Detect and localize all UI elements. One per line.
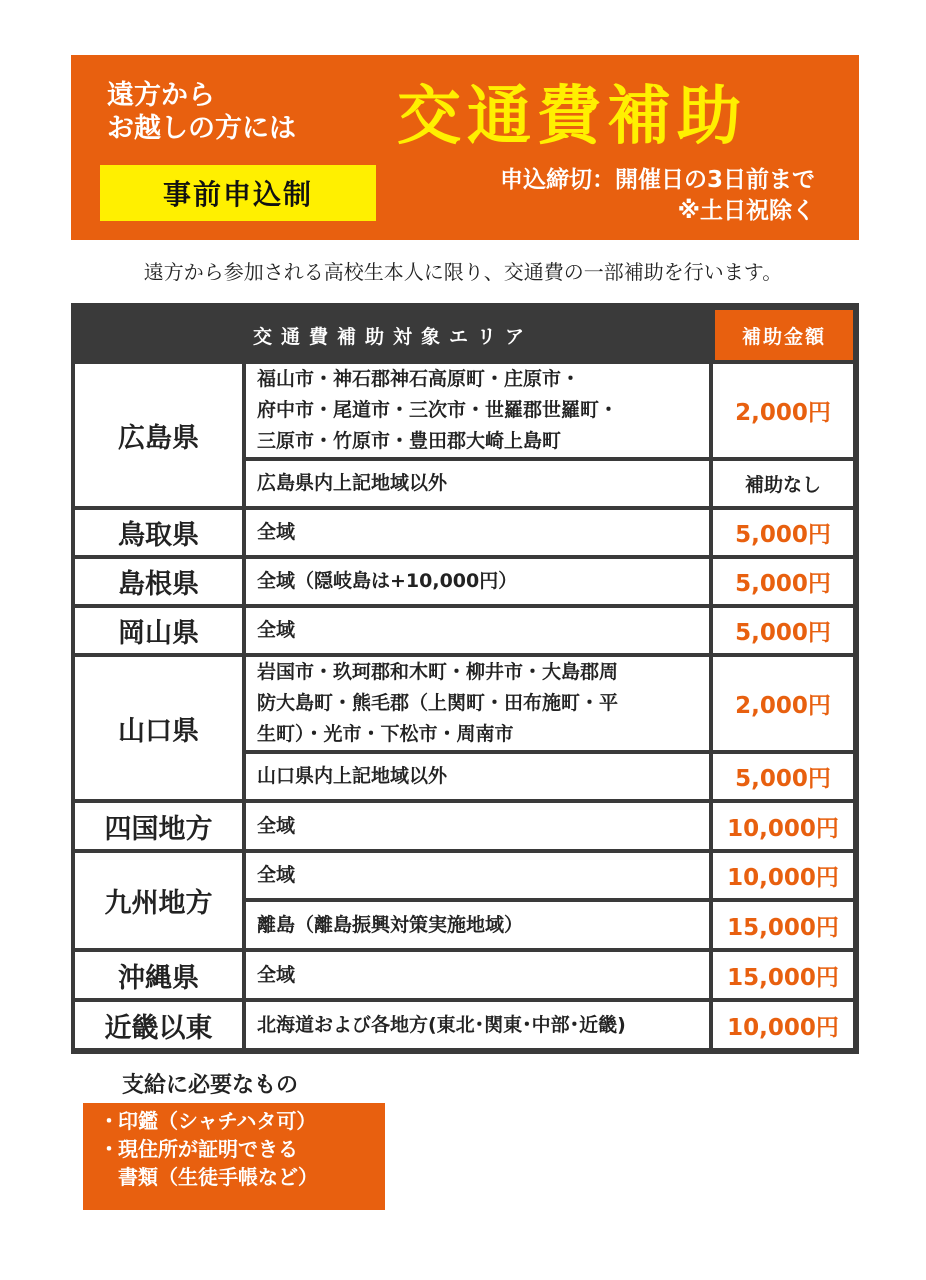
pref-kinki-east: 近畿以東 — [75, 1002, 242, 1048]
area-line: 全域 — [257, 864, 296, 886]
subsidy-table — [71, 303, 859, 1054]
area-cell — [246, 803, 709, 849]
amount-cell: 5,000円 — [713, 608, 853, 653]
area-cell — [246, 608, 709, 653]
pref-kyushu: 九州地方 — [75, 853, 242, 948]
pref-shimane: 島根県 — [75, 559, 242, 604]
header-banner — [71, 55, 859, 240]
area-line: 防大島町・熊毛郡（上関町・田布施町・平 — [257, 692, 619, 714]
requirement-text: 印鑑（シャチハタ可） — [118, 1109, 317, 1133]
reservation-badge: 事前申込制 — [100, 165, 376, 221]
amount-cell: 10,000円 — [713, 803, 853, 849]
pref-tottori: 鳥取県 — [75, 510, 242, 555]
area-line: 府中市・尾道市・三次市・世羅郡世羅町・ — [257, 399, 619, 421]
area-cell — [246, 853, 709, 898]
area-line: 北海道および各地方(東北･関東･中部･近畿) — [257, 1013, 626, 1036]
area-line: 岩国市・玖珂郡和木町・柳井市・大島郡周 — [257, 661, 619, 683]
area-cell — [246, 364, 709, 457]
deadline-note — [500, 165, 815, 227]
amount-cell: 5,000円 — [713, 510, 853, 555]
amount-cell: 15,000円 — [713, 902, 853, 948]
area-cell — [246, 754, 709, 799]
pref-okinawa: 沖縄県 — [75, 952, 242, 998]
area-line: 全域 — [257, 521, 296, 543]
area-cell — [246, 952, 709, 998]
area-line: 全域（隠岐島は+10,000円） — [257, 570, 518, 592]
amount-cell: 5,000円 — [713, 754, 853, 799]
area-line: 全域 — [257, 619, 296, 641]
header-subtitle-line2: お越しの方には — [107, 113, 296, 144]
area-line: 山口県内上記地域以外 — [257, 765, 448, 787]
area-line: 全域 — [257, 963, 296, 986]
pref-yamaguchi: 山口県 — [75, 657, 242, 799]
area-cell — [246, 510, 709, 555]
area-line: 福山市・神石郡神石高原町・庄原市・ — [257, 368, 581, 390]
requirement-item — [99, 1107, 385, 1135]
amount-cell: 5,000円 — [713, 559, 853, 604]
requirements-title: 支給に必要なもの — [122, 1073, 299, 1098]
amount-cell: 15,000円 — [713, 952, 853, 998]
requirement-text: 現住所が証明できる 書類（生徒手帳など） — [118, 1137, 318, 1189]
bullet-icon: ・ — [99, 1109, 119, 1133]
area-cell — [246, 902, 709, 948]
header-subtitle-line1: 遠方から — [107, 80, 215, 111]
amount-cell: 10,000円 — [713, 1002, 853, 1048]
area-line: 離島（離島振興対策実施地域） — [257, 913, 524, 936]
amount-cell: 2,000円 — [713, 657, 853, 750]
pref-hiroshima: 広島県 — [75, 364, 242, 506]
header-area-label: 交通費補助対象エリア — [252, 325, 533, 348]
pref-shikoku: 四国地方 — [75, 803, 242, 849]
pref-okayama: 岡山県 — [75, 608, 242, 653]
area-line: 全域 — [257, 814, 296, 837]
area-line: 広島県内上記地域以外 — [257, 472, 448, 494]
amount-cell: 2,000円 — [713, 364, 853, 457]
header-amount-label: 補助金額 — [715, 310, 853, 360]
header-subtitle — [107, 79, 296, 145]
amount-cell: 補助なし — [713, 461, 853, 506]
requirements-box — [83, 1103, 385, 1210]
bullet-icon: ・ — [99, 1137, 119, 1161]
amount-cell: 10,000円 — [713, 853, 853, 898]
area-line: 生町）・光市・下松市・周南市 — [257, 723, 514, 745]
intro-text: 遠方から参加される高校生本人に限り、交通費の一部補助を行います。 — [143, 260, 783, 284]
page-title: 交通費補助 — [397, 80, 747, 154]
deadline-line1: 申込締切：開催日の3日前まで — [499, 167, 815, 193]
area-cell — [246, 559, 709, 604]
requirement-item — [99, 1135, 385, 1191]
area-cell — [246, 1002, 709, 1048]
area-cell — [246, 461, 709, 506]
area-line: 三原市・竹原市・豊田郡大崎上島町 — [257, 430, 562, 452]
deadline-line2: ※土日祝除く — [677, 198, 815, 224]
area-cell — [246, 657, 709, 750]
